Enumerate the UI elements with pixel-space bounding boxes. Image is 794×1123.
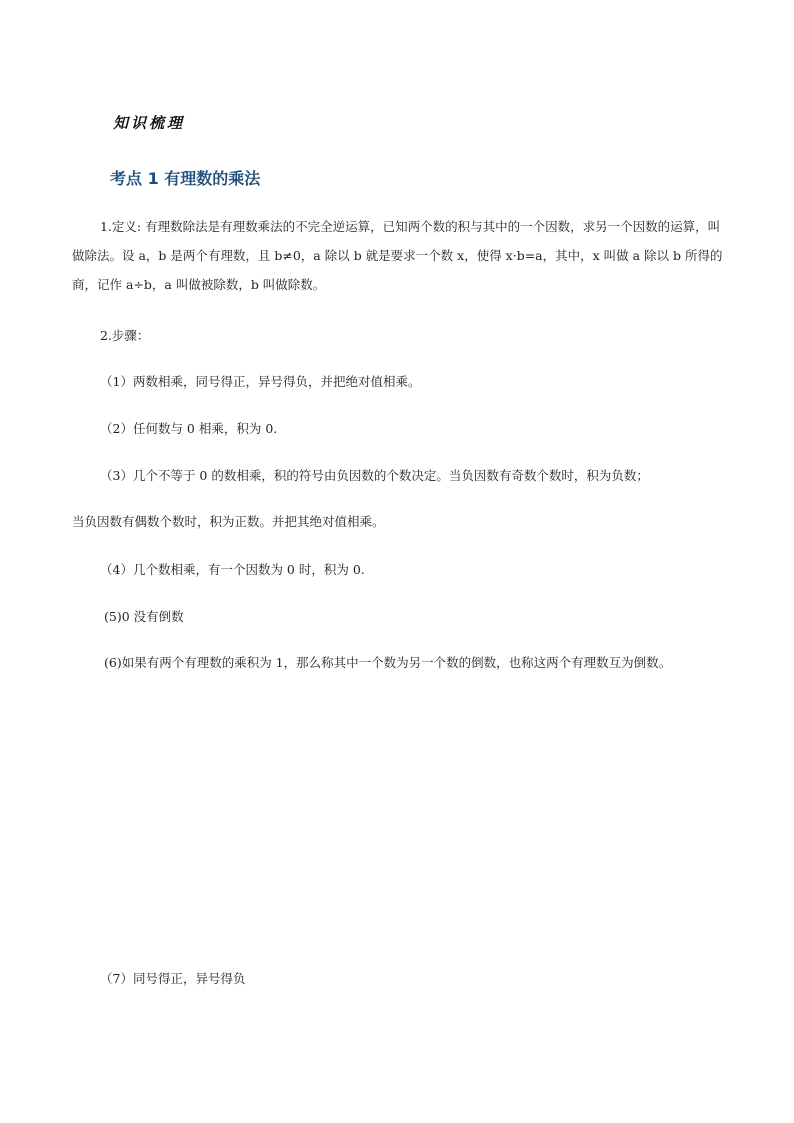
rule-4: （4）几个数相乘，有一个因数为 0 时，积为 0. xyxy=(100,562,365,577)
section-heading: 知识梳理 xyxy=(113,114,186,132)
rule-3: （3）几个不等于 0 的数相乘，积的符号由负因数的个数决定。当负因数有奇数个数时，积为负数； xyxy=(100,468,649,483)
definition-paragraph: 1.定义: 有理数除法是有理数乘法的不完全逆运算，已知两个数的积与其中的一个因数，求另一个因数的运算，叫做除法。设 a，b 是两个有理数，且 b≠0，a 除以 b 就是要求一个数 x，使得 x·b=a，其中，x 叫做 a 除以 b 所得的商，记作 a÷b，a 叫做被除数，b 叫做除数。 xyxy=(72,219,723,292)
topic-title: 考点 1 有理数的乘法 xyxy=(110,169,261,188)
rule-2: （2）任何数与 0 相乘，积为 0. xyxy=(100,421,278,436)
rule-3-continued: 当负因数有偶数个数时，积为正数。并把其绝对值相乘。 xyxy=(72,514,385,529)
rule-5: (5)0 没有倒数 xyxy=(104,609,184,624)
rule-7: （7）同号得正，异号得负 xyxy=(100,971,246,986)
rule-1: （1）两数相乘，同号得正，异号得负，并把绝对值相乘。 xyxy=(100,374,421,389)
rule-6: (6)如果有两个有理数的乘积为 1，那么称其中一个数为另一个数的倒数，也称这两个有理数互为倒数。 xyxy=(104,655,672,670)
steps-label: 2.步骤： xyxy=(100,328,150,343)
